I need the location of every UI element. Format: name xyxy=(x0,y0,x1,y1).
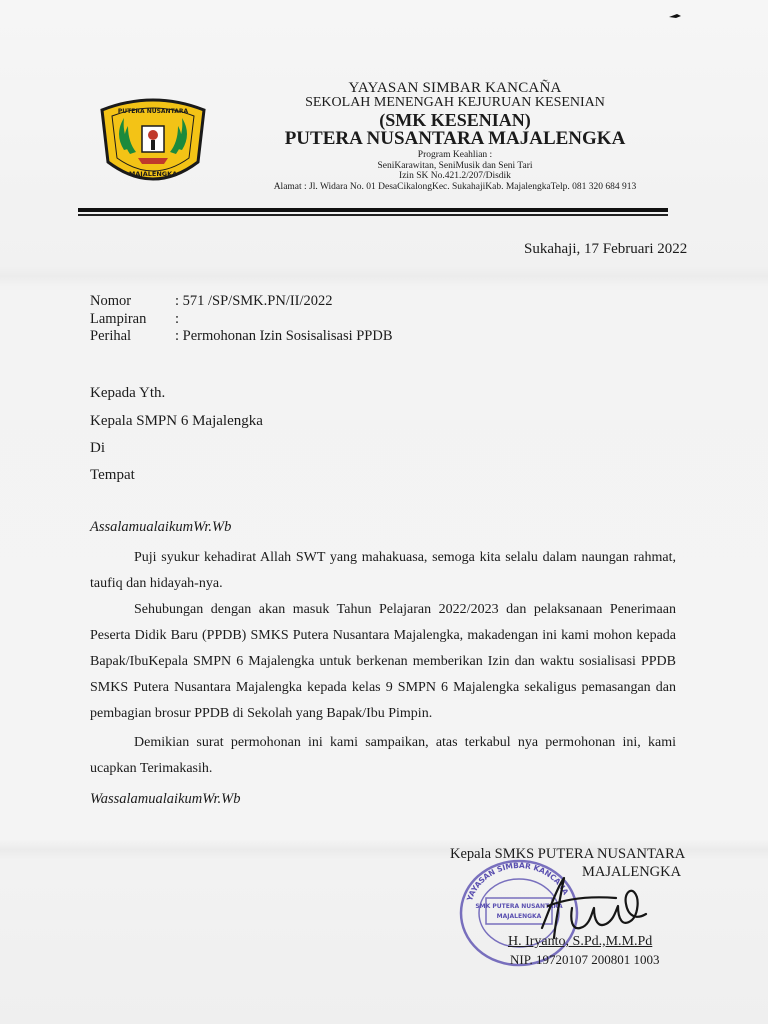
lampiran-label: Lampiran xyxy=(90,311,147,327)
recipient-line-3: Di xyxy=(90,440,105,456)
school-emblem-icon xyxy=(94,92,212,196)
letterhead-rule-thin xyxy=(78,214,668,216)
nomor-value: : 571 /SP/SMK.PN/II/2022 xyxy=(175,293,333,309)
signatory-title-line-2: MAJALENGKA xyxy=(582,864,682,880)
perihal-label: Perihal xyxy=(90,328,132,344)
body-paragraph-2: Sehubungan dengan akan masuk Tahun Pelajaran 2022/2023 dan pelaksanaan Penerimaan Peserta Didik Baru (PPDB) SMKS Putera Nusantara Majalengka, makadengan ini kami mohon kepada Bapak/IbuKepala SMPN 6 Majalengka untuk berkenan memberikan Izin dan waktu sosialisasi PPDB SMKS Putera Nusantara Majalengka kepada kelas 9 SMPN 6 Majalengka sekaligus pemasangan dan pembagian brosur PPDB di Sekolah yang Bapak/Ibu Pimpin. xyxy=(90,602,676,721)
permit-number: Izin SK No.421.2/207/Disdik xyxy=(399,171,511,181)
svg-text:PUTERA NUSANTARA: PUTERA NUSANTARA xyxy=(117,108,189,115)
programs: SeniKarawitan, SeniMusik dan Seni Tari xyxy=(377,161,533,171)
signatory-title-line-1: Kepala SMKS PUTERA NUSANTARA xyxy=(450,846,686,862)
foundation-name: YAYASAN SIMBAR KANCAÑA xyxy=(348,80,562,96)
school-short-name: (SMK KESENIAN) xyxy=(379,110,531,130)
signatory-nip: NIP. 19720107 200801 1003 xyxy=(510,952,660,967)
letter-date: Sukahaji, 17 Februari 2022 xyxy=(524,241,688,257)
school-name: PUTERA NUSANTARA MAJALENGKA xyxy=(284,128,626,149)
recipient-line-4: Tempat xyxy=(90,467,135,483)
letterhead-rule-thick xyxy=(78,208,668,212)
closing-greeting: WassalamualaikumWr.Wb xyxy=(90,791,241,807)
nomor-label: Nomor xyxy=(90,293,132,309)
recipient-line-1: Kepada Yth. xyxy=(90,385,166,401)
perihal-value: : Permohonan Izin Sosisalisasi PPDB xyxy=(175,328,393,344)
svg-text:YAYASAN SIMBAR KANCANA: YAYASAN SIMBAR KANCANA xyxy=(464,860,571,903)
recipient-line-2: Kepala SMPN 6 Majalengka xyxy=(90,413,263,429)
svg-text:MAJALENGKA: MAJALENGKA xyxy=(128,170,178,178)
signatory-name: H. Iryanto, S.Pd.,M.M.Pd xyxy=(508,934,653,949)
svg-text:MAJALENGKA: MAJALENGKA xyxy=(496,913,542,920)
ink-speck-icon xyxy=(668,12,682,20)
program-label: Program Keahlian : xyxy=(417,150,493,160)
lampiran-value: : xyxy=(175,311,180,327)
body-paragraph-3: Demikian surat permohonan ini kami sampaikan, atas terkabul nya permohonan ini, kami ucapkan Terimakasih. xyxy=(90,735,676,776)
school-address: Alamat : Jl. Widara No. 01 DesaCikalongKec. SukahajiKab. MajalengkaTelp. 081 320 684 913 xyxy=(273,182,637,192)
svg-text:SMK PUTERA NUSANTARA: SMK PUTERA NUSANTARA xyxy=(475,903,563,910)
opening-greeting: AssalamualaikumWr.Wb xyxy=(90,519,232,535)
school-type: SEKOLAH MENENGAH KEJURUAN KESENIAN xyxy=(305,95,605,110)
body-paragraph-1: Puji syukur kehadirat Allah SWT yang mahakuasa, semoga kita selalu dalam naungan rahmat, taufiq dan hidayah-nya. xyxy=(90,550,676,591)
